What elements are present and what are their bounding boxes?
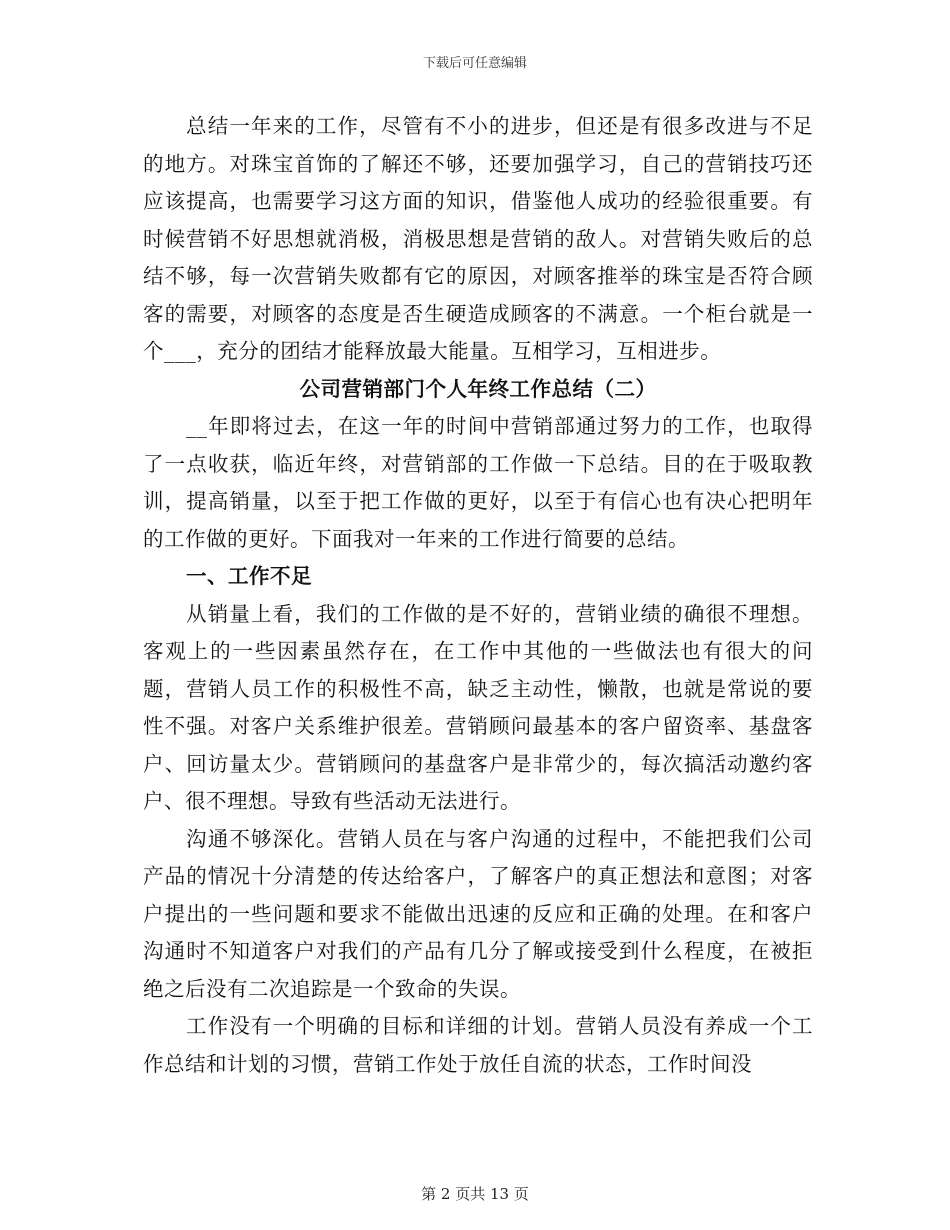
paragraph-4: 沟通不够深化。营销人员在与客户沟通的过程中，不能把我们公司产品的情况十分清楚的传达给客户，了解客户的真正想法和意图；对客户提出的一些问题和要求不能做出迅速的反应和正确的处理。在和客户沟通时不知道客户对我们的产品有几分了解或接受到什么程度，在被拒绝之后没有二次追踪是一个致命的失误。 bbox=[143, 826, 813, 1001]
paragraph-3: 从销量上看，我们的工作做的是不好的，营销业绩的确很不理想。客观上的一些因素虽然存在，在工作中其他的一些做法也有很大的问题，营销人员工作的积极性不高，缺乏主动性，懒散，也就是常说的要性不强。对客户关系维护很差。营销顾问最基本的客户留资率、基盘客户、回访量太少。营销顾问的基盘客户是非常少的，每次搞活动邀约客户、很不理想。导致有些活动无法进行。 bbox=[143, 601, 813, 813]
page-header: 下载后可任意编辑 bbox=[422, 56, 527, 71]
page-number: 第 2 页共 13 页 bbox=[421, 1185, 529, 1203]
paragraph-5: 工作没有一个明确的目标和详细的计划。营销人员没有养成一个工作总结和计划的习惯，营销工作处于放任自流的状态，工作时间没 bbox=[143, 1014, 813, 1076]
subheading-work-shortcomings: 一、工作不足 bbox=[186, 564, 313, 588]
section-title: 公司营销部门个人年终工作总结（二） bbox=[299, 376, 657, 401]
paragraph-2: __年即将过去，在这一年的时间中营销部通过努力的工作，也取得了一点收获，临近年终，对营销部的工作做一下总结。目的在于吸取教训，提高销量，以至于把工作做的更好，以至于有信心也有决心把明年的工作做的更好。下面我对一年来的工作进行简要的总结。 bbox=[143, 414, 813, 551]
paragraph-1: 总结一年来的工作，尽管有不小的进步，但还是有很多改进与不足的地方。对珠宝首饰的了解还不够，还要加强学习，自己的营销技巧还应该提高，也需要学习这方面的知识，借鉴他人成功的经验很重要。有时候营销不好思想就消极，消极思想是营销的敌人。对营销失败后的总结不够，每一次营销失败都有它的原因，对顾客推举的珠宝是否符合顾客的需要，对顾客的态度是否生硬造成顾客的不满意。一个柜台就是一个___，充分的团结才能释放最大能量。互相学习，互相进步。 bbox=[143, 114, 813, 363]
document-body bbox=[143, 108, 813, 1083]
